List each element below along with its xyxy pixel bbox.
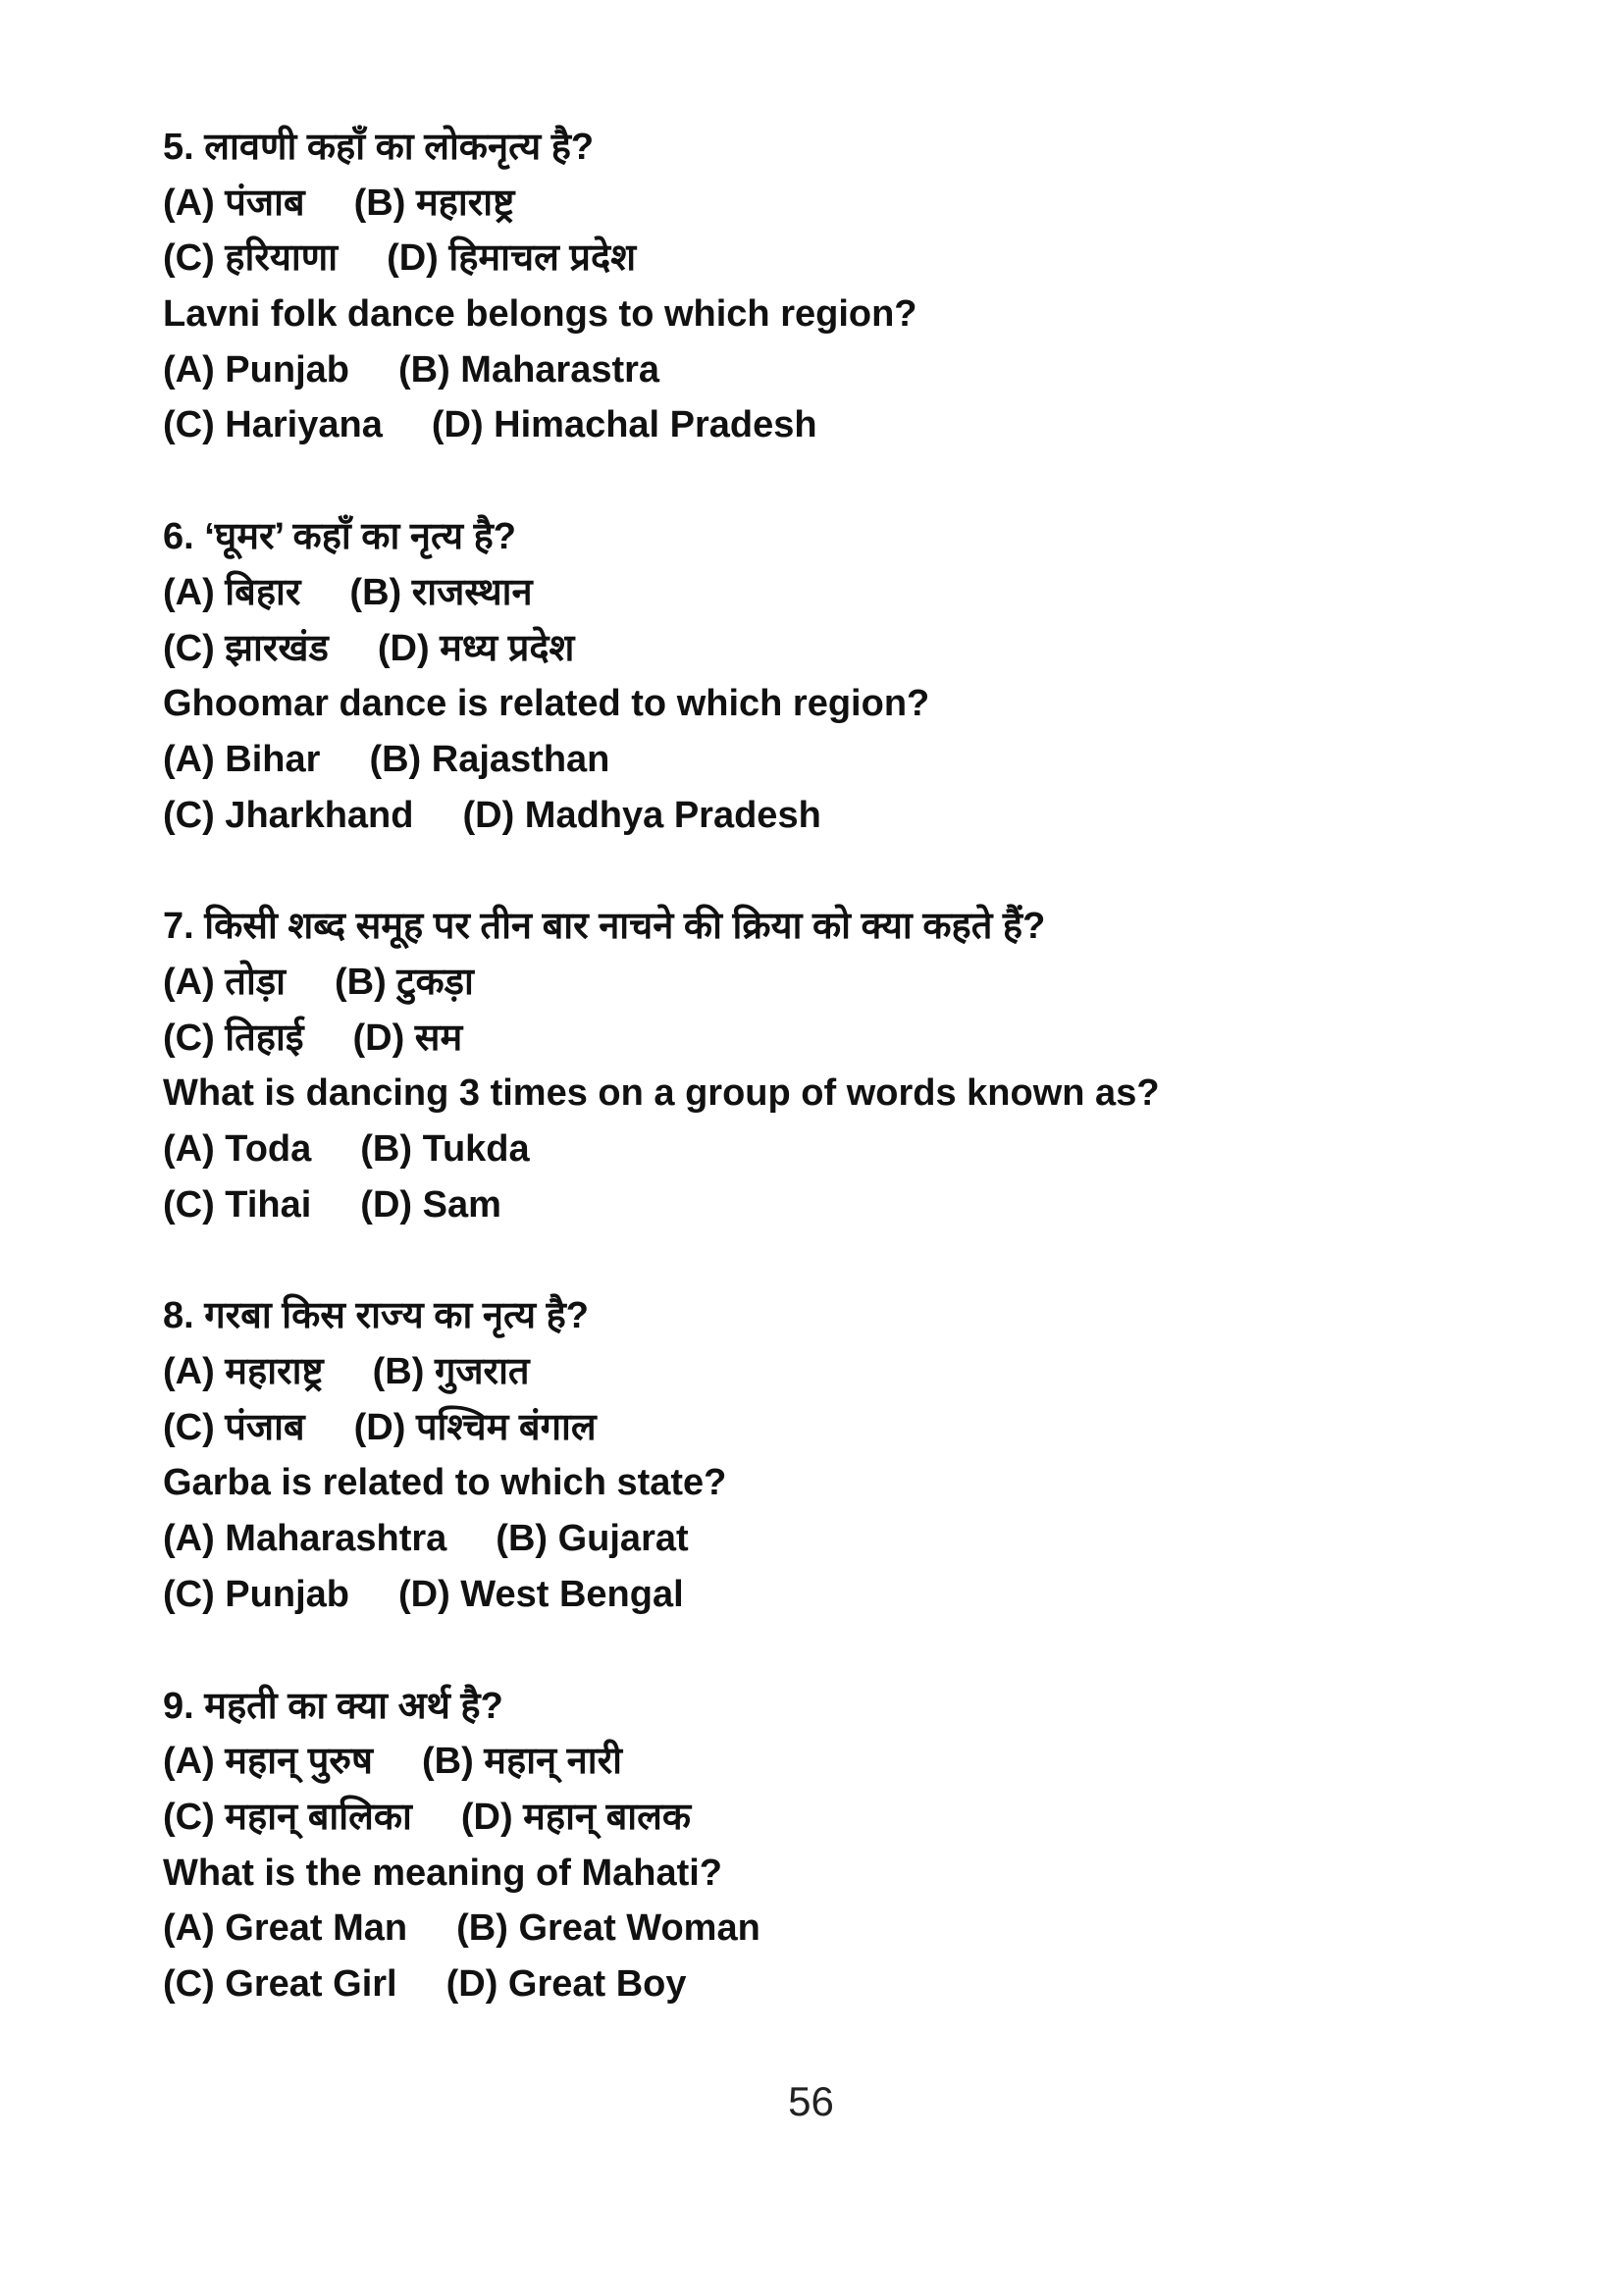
question-hindi: 8. गरबा किस राज्य का नृत्य है? [163,1295,589,1337]
question-english: What is the meaning of Mahati? [163,1852,723,1894]
option-text: (A) महान् पुरुष [163,1741,373,1783]
question-hindi: 5. लावणी कहाँ का लोकनृत्य है? [163,127,595,168]
question-english: Garba is related to which state? [163,1462,727,1504]
question-hindi: 9. महती का क्या अर्थ है? [163,1685,503,1727]
option-text: (B) Tukda [360,1128,530,1170]
options-english-ab [163,1901,1488,1957]
option-text: (B) Rajasthan [369,738,610,780]
question-block [163,120,1488,453]
option-text: (D) पश्चिम बंगाल [353,1406,597,1448]
options-hindi-ab [163,1344,1488,1400]
options-hindi-cd [163,231,1488,287]
options-english-cd [163,788,1488,844]
option-text: (A) Bihar [163,738,321,780]
page-number: 56 [788,2078,834,2124]
question-hindi: 6. ‘घूमर’ कहाँ का नृत्य है? [163,516,516,558]
option-text: (B) राजस्थान [349,571,533,613]
option-text: (B) Gujarat [496,1518,689,1560]
question-hindi: 7. किसी शब्द समूह पर तीन बार नाचने की क्रिया को क्या कहते हैं? [163,906,1046,948]
option-text: (B) महान् नारी [421,1741,623,1783]
question-list [163,120,1488,2068]
option-text: (A) महाराष्ट्र [163,1351,324,1393]
options-english-cd [163,1567,1488,1623]
option-text: (D) महान् बालक [460,1796,692,1838]
option-text: (C) झारखंड [163,627,329,669]
options-english-cd [163,1177,1488,1233]
option-text: (C) Great Girl [163,1962,397,2005]
option-text: (C) पंजाब [163,1406,305,1448]
option-text: (D) मध्य प्रदेश [377,627,575,669]
option-text: (C) Punjab [163,1573,349,1615]
options-hindi-ab [163,176,1488,232]
option-text: (C) Jharkhand [163,794,414,836]
option-text: (B) Great Woman [456,1907,760,1950]
option-text: (C) Tihai [163,1183,312,1226]
option-text: (D) सम [352,1017,463,1059]
option-text: (B) टुकड़ा [334,961,474,1003]
options-english-cd [163,397,1488,453]
option-text: (D) Madhya Pradesh [462,794,821,836]
option-text: (A) तोड़ा [163,961,286,1003]
options-english-ab [163,1511,1488,1567]
options-hindi-cd [163,1400,1488,1456]
options-hindi-cd [163,1011,1488,1067]
question-block [163,1288,1488,1622]
option-text: (A) Maharashtra [163,1518,447,1560]
options-english-ab [163,732,1488,788]
option-text: (A) बिहार [163,571,301,613]
options-hindi-ab [163,955,1488,1011]
options-hindi-ab [163,1734,1488,1790]
option-text: (B) महाराष्ट्र [353,182,515,224]
question-english: Ghoomar dance is related to which region? [163,683,930,725]
question-english: Lavni folk dance belongs to which region? [163,293,917,336]
option-text: (D) Great Boy [445,1962,687,2005]
options-english-ab [163,342,1488,398]
options-hindi-cd [163,621,1488,677]
option-text: (D) West Bengal [397,1573,684,1615]
option-text: (B) Maharastra [397,348,660,391]
question-block [163,1679,1488,2012]
option-text: (A) Punjab [163,348,349,391]
options-english-cd [163,1957,1488,2012]
option-text: (D) Himachal Pradesh [431,404,817,446]
option-text: (C) Hariyana [163,404,383,446]
option-text: (B) गुजरात [372,1351,530,1393]
option-text: (A) Great Man [163,1907,408,1950]
option-text: (C) महान् बालिका [163,1796,412,1838]
option-text: (D) Sam [360,1183,501,1226]
question-block [163,509,1488,843]
question-english: What is dancing 3 times on a group of words known as? [163,1072,1160,1115]
option-text: (A) Toda [163,1128,312,1170]
option-text: (A) पंजाब [163,182,305,224]
options-hindi-cd [163,1790,1488,1846]
options-hindi-ab [163,565,1488,621]
options-english-ab [163,1122,1488,1177]
option-text: (C) तिहाई [163,1017,304,1059]
option-text: (D) हिमाचल प्रदेश [387,237,637,280]
option-text: (C) हरियाणा [163,237,339,280]
question-block [163,899,1488,1232]
